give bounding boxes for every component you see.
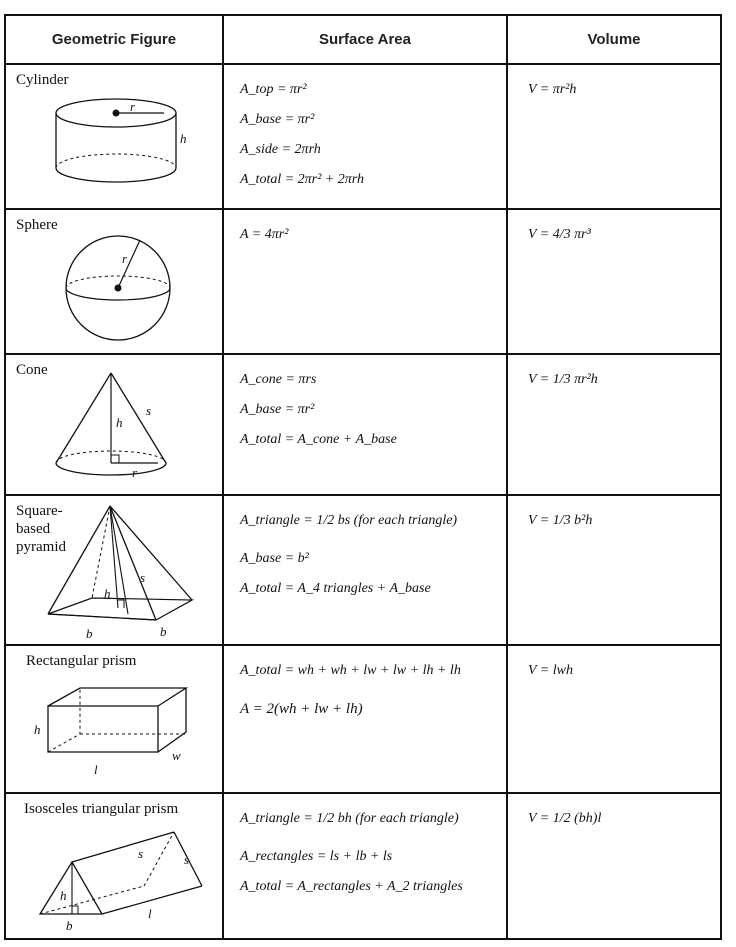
figure-name: Square-based pyramid [16, 503, 66, 555]
formula: A_base = πr² [240, 402, 315, 417]
triangular-prism-figure [6, 794, 222, 936]
label-s: s [146, 403, 152, 418]
formula: A_cone = πrs [240, 372, 317, 387]
pyramid-figure [6, 496, 222, 644]
label-r: r [122, 251, 128, 266]
figure-name: Cone [16, 362, 48, 378]
label-s: s [138, 846, 144, 861]
header-figure: Geometric Figure [51, 31, 177, 48]
volume-formula: V = πr²h [528, 82, 577, 97]
rectangular-prism-figure [6, 646, 222, 792]
label-b: b [160, 624, 167, 639]
header-surface-area: Surface Area [319, 31, 411, 48]
label-h: h [116, 415, 123, 430]
label-w: w [172, 748, 181, 763]
table-row [6, 496, 720, 646]
formula: A_total = A_cone + A_base [240, 432, 397, 447]
formula: A_triangle = 1/2 bh (for each triangle) [240, 811, 459, 826]
label-h: h [34, 722, 41, 737]
label-h: h [60, 888, 67, 903]
label-h: h [104, 586, 111, 601]
formula: A = 2(wh + lw + lh) [240, 701, 363, 717]
volume-formula: V = 1/3 b²h [528, 513, 593, 528]
formula: A_triangle = 1/2 bs (for each triangle) [240, 513, 458, 528]
label-r: r [130, 99, 136, 114]
volume-formula: V = 4/3 πr³ [528, 227, 591, 242]
sphere-figure [6, 210, 222, 353]
formula: A_total = 2πr² + 2πrh [240, 172, 364, 187]
formula: A_base = b² [240, 551, 309, 566]
table-row [6, 794, 720, 938]
formula: A_rectangles = ls + lb + ls [240, 849, 393, 864]
volume-formula: V = 1/2 (bh)l [528, 811, 602, 826]
label-r: r [132, 465, 138, 480]
figure-name: Cylinder [16, 72, 69, 88]
figure-name: Isosceles triangular prism [24, 801, 179, 817]
formula-table [4, 14, 722, 940]
formula: A = 4πr² [240, 227, 289, 242]
table-row [6, 355, 720, 496]
header-volume: Volume [587, 31, 641, 48]
figure-name: Rectangular prism [26, 653, 137, 669]
formula: A_total = wh + wh + lw + lw + lh + lh [240, 663, 461, 678]
formula: A_base = πr² [240, 112, 315, 127]
table-row [6, 210, 720, 355]
label-l: l [148, 906, 152, 921]
cylinder-figure [6, 65, 222, 208]
label-h: h [180, 131, 187, 146]
label-s: s [184, 852, 190, 867]
label-s: s [140, 570, 146, 585]
formula: A_top = πr² [240, 82, 307, 97]
header-row [6, 16, 720, 65]
label-b: b [86, 626, 93, 641]
formula: A_total = A_4 triangles + A_base [240, 581, 431, 596]
table-row [6, 65, 720, 210]
table-row [6, 646, 720, 794]
volume-formula: V = lwh [528, 663, 573, 678]
label-b: b [66, 918, 73, 933]
cone-figure [6, 355, 222, 494]
label-l: l [94, 762, 98, 777]
figure-name: Sphere [16, 217, 58, 233]
volume-formula: V = 1/3 πr²h [528, 372, 598, 387]
formula: A_side = 2πrh [240, 142, 321, 157]
formula: A_total = A_rectangles + A_2 triangles [240, 879, 463, 894]
